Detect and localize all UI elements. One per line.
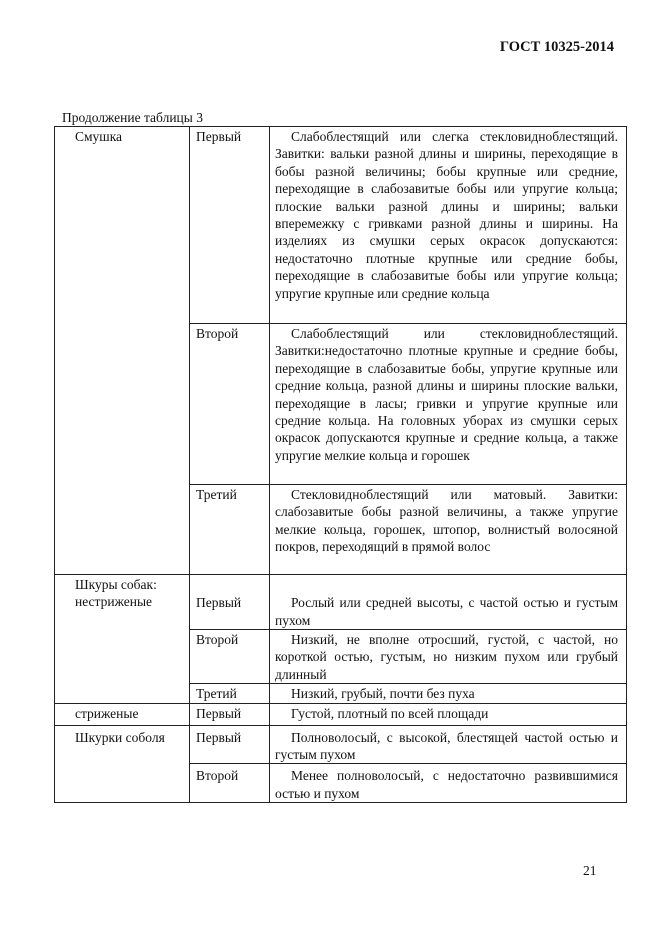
description-cell: Слабоблестящий или слегка стекловидноблестящий. Завитки: вальки разной длины и ширины, переходящие в бобы разной величины; бобы крупные или средние, переходящие в слабозавитые бобы или упругие кольца; плоские вальки разной длины и ширины; вальки вперемежку с гривками разной длины и ширины. На изделиях из смушки серых окрасок допускаются: недостаточно плотные крупные или средние бобы, переходящие в слабозавитые бобы или упругие кольца; упругие крупные или средние кольца	[270, 127, 627, 324]
description-cell: Густой, плотный по всей площади	[270, 703, 627, 725]
grade-cell: Первый	[190, 575, 270, 630]
document-code: ГОСТ 10325-2014	[499, 39, 614, 55]
quality-table	[54, 126, 627, 803]
grade-cell: Второй	[190, 324, 270, 485]
table-row	[55, 725, 627, 764]
table-caption: Продолжение таблицы 3	[62, 110, 203, 125]
grade-cell: Первый	[190, 127, 270, 324]
description-cell: Низкий, не вполне отросший, густой, с частой, но короткой остью, густым, но низким пухом или грубый длинный	[270, 630, 627, 684]
type-cell: Шкуры собак: нестриженые	[55, 575, 190, 704]
type-cell: стриженые	[55, 703, 190, 725]
grade-cell: Второй	[190, 630, 270, 684]
page-number: 21	[583, 863, 597, 878]
type-cell: Смушка	[55, 127, 190, 575]
description-cell: Стекловидноблестящий или матовый. Завитки: слабозавитые бобы разной величины, а также упругие мелкие кольца, горошек, штопор, волнистый волосяной покров, переходящий в прямой волос	[270, 485, 627, 575]
description-cell: Полноволосый, с высокой, блестящей частой остью и густым пухом	[270, 725, 627, 764]
description-cell: Слабоблестящий или стекловидноблестящий. Завитки:недостаточно плотные крупные и средние бобы, переходящие в слабозавитые бобы, упругие крупные или средние кольца, разной длины и ширины плоские вальки, переходящие в ласы; гривки и упругие крупные или средние кольца. На головных уборах из смушки серых окрасок допускаются крупные и средние кольца, а также упругие мелкие кольца и горошек	[270, 324, 627, 485]
grade-cell: Первый	[190, 703, 270, 725]
grade-cell: Третий	[190, 485, 270, 575]
table-row	[55, 703, 627, 725]
table-row	[55, 127, 627, 324]
type-cell: Шкурки соболя	[55, 725, 190, 803]
description-cell: Менее полноволосый, с недостаточно развившимися остью и пухом	[270, 764, 627, 803]
description-cell: Низкий, грубый, почти без пуха	[270, 684, 627, 703]
grade-cell: Второй	[190, 764, 270, 803]
description-cell: Рослый или средней высоты, с частой остью и густым пухом	[270, 575, 627, 630]
table-row	[55, 575, 627, 630]
grade-cell: Третий	[190, 684, 270, 703]
grade-cell: Первый	[190, 725, 270, 764]
